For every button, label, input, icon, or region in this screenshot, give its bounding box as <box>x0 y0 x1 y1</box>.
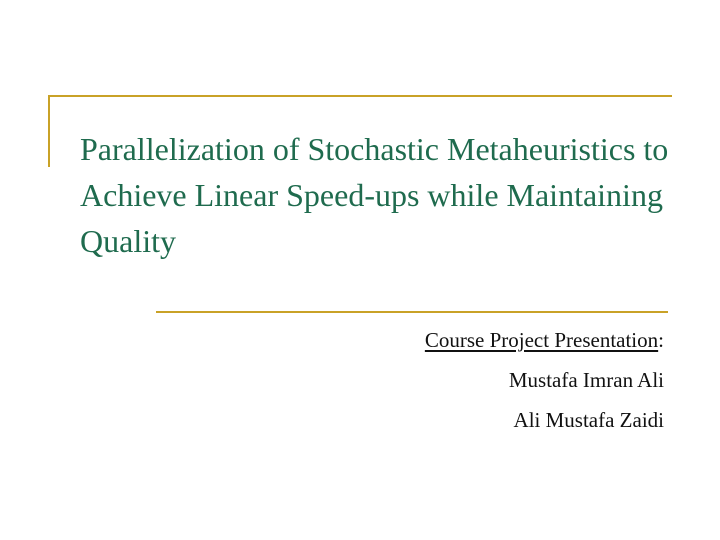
author-name: Ali Mustafa Zaidi <box>513 408 664 432</box>
subtitle-block <box>244 320 664 440</box>
slide-title: Parallelization of Stochastic Metaheuristics to Achieve Linear Speed-ups while Maintaining Quality <box>80 131 669 259</box>
top-accent-rule <box>48 95 672 97</box>
course-project-line <box>244 320 664 360</box>
heading-colon: : <box>658 328 664 352</box>
subtitle-accent-rule <box>156 311 668 313</box>
course-project-heading: Course Project Presentation <box>424 328 659 352</box>
left-accent-rule <box>48 95 50 167</box>
author-name: Mustafa Imran Ali <box>508 368 664 392</box>
